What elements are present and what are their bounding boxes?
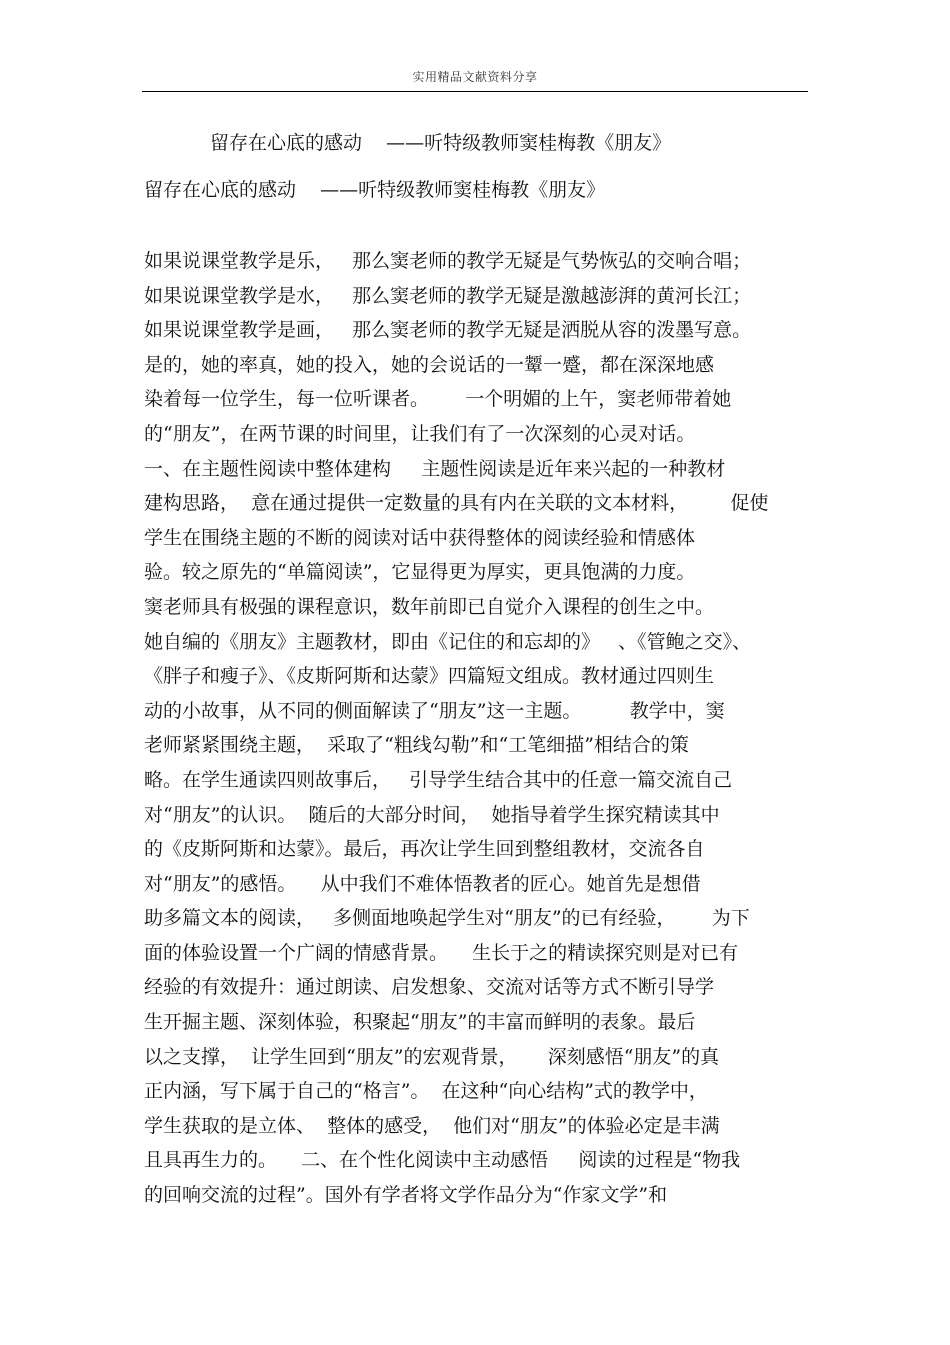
header-divider bbox=[142, 91, 808, 92]
text-line: 染着每一位学生，每一位听课者。 一个明媚的上午，窦老师带着她 bbox=[144, 388, 732, 411]
text-line: 的《皮斯阿斯和达蒙》。最后，再次让学生回到整组教材，交流各自 bbox=[144, 838, 705, 861]
text-line: 验。较之原先的“单篇阅读”，它显得更为厚实，更具饱满的力度。 bbox=[144, 561, 696, 584]
text-line: 动的小故事，从不同的侧面解读了“朋友”这一主题。 教学中，窦 bbox=[144, 699, 725, 722]
text-line: 是的，她的率真，她的投入，她的会说话的一颦一蹙，都在深深地感 bbox=[144, 353, 715, 376]
text-line: 生开掘主题、深刻体验，积聚起“朋友”的丰富而鲜明的表象。最后 bbox=[144, 1011, 696, 1034]
text-line: 对“朋友”的认识。 随后的大部分时间， 她指导着学生探究精读其中 bbox=[144, 803, 720, 826]
text-line: 学生获取的是立体、 整体的感受， 他们对“朋友”的体验必定是丰满 bbox=[144, 1114, 720, 1137]
document-title: 留存在心底的感动 ——听特级教师窦桂梅教《朋友》 bbox=[210, 132, 672, 154]
text-line: 经验的有效提升：通过朗读、启发想象、交流对话等方式不断引导学 bbox=[144, 976, 715, 999]
text-line: 以之支撑， 让学生回到“朋友”的宏观背景， 深刻感悟“朋友”的真 bbox=[144, 1045, 720, 1068]
text-line: 且具再生力的。 二、在个性化阅读中主动感悟 阅读的过程是“物我 bbox=[144, 1149, 741, 1172]
text-line: 建构思路， 意在通过提供一定数量的具有内在关联的文本材料， 促使 bbox=[144, 492, 769, 515]
text-line: 如果说课堂教学是乐， 那么窦老师的教学无疑是气势恢弘的交响合唱； bbox=[144, 250, 752, 272]
text-line: 她自编的《朋友》主题教材，即由《记住的和忘却的》 、《管鲍之交》、 bbox=[144, 630, 752, 653]
text-line: 窦老师具有极强的课程意识，数年前即已自觉介入课程的创生之中。 bbox=[144, 595, 715, 618]
text-line: 对“朋友”的感悟。 从中我们不难体悟教者的匠心。她首先是想借 bbox=[144, 872, 701, 895]
document-subtitle: 留存在心底的感动 ——听特级教师窦桂梅教《朋友》 bbox=[144, 179, 606, 201]
article-body bbox=[144, 244, 824, 1213]
page-header: 实用精品文献资料分享 bbox=[412, 70, 538, 84]
text-line: 面的体验设置一个广阔的情感背景。 生长于之的精读探究则是对已有 bbox=[144, 941, 739, 964]
text-line: 一、在主题性阅读中整体建构 主题性阅读是近年来兴起的一种教材 bbox=[144, 457, 726, 480]
text-line: 学生在围绕主题的不断的阅读对话中获得整体的阅读经验和情感体 bbox=[144, 526, 696, 549]
text-line: 老师紧紧围绕主题， 采取了“粗线勾勒”和“工笔细描”相结合的策 bbox=[144, 734, 689, 757]
text-line: 助多篇文本的阅读， 多侧面地唤起学生对“朋友”的已有经验， 为下 bbox=[144, 907, 750, 930]
text-line: 如果说课堂教学是水， 那么窦老师的教学无疑是激越澎湃的黄河长江； bbox=[144, 284, 752, 307]
text-line: 《胖子和瘦子》、《皮斯阿斯和达蒙》四篇短文组成。教材通过四则生 bbox=[144, 665, 715, 688]
text-line: 如果说课堂教学是画， 那么窦老师的教学无疑是洒脱从容的泼墨写意。 bbox=[144, 319, 752, 342]
text-line: 的回响交流的过程”。国外有学者将文学作品分为“作家文学”和 bbox=[144, 1184, 668, 1207]
text-line: 的“朋友”，在两节课的时间里，让我们有了一次深刻的心灵对话。 bbox=[144, 422, 696, 445]
text-line: 正内涵，写下属于自己的“格言”。 在这种“向心结构”式的教学中， bbox=[144, 1080, 708, 1103]
text-line: 略。在学生通读四则故事后， 引导学生结合其中的任意一篇交流自己 bbox=[144, 768, 733, 791]
